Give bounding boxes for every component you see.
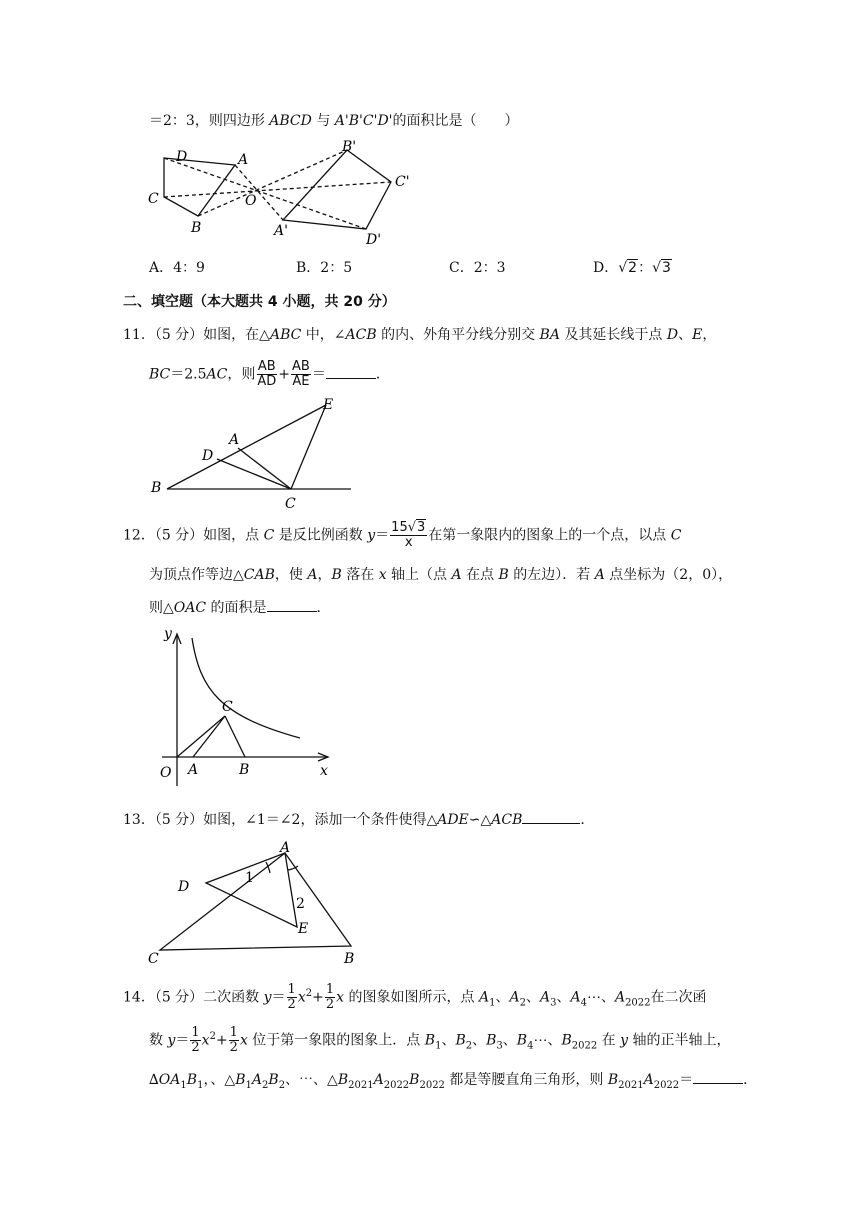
label-b: B [191, 220, 202, 236]
label-e: E [298, 921, 309, 937]
q13-line: 13．（5 分）如图，∠1＝∠2，添加一个条件使得△ADE∽△ACB ． [123, 809, 594, 831]
q14-line1: 14．（5 分）二次函数 y＝ $\frac{1}{2}$ $x^2+$ $\frac{1}{2}$ x 的图象如图所示，点 $A_1$、$A_2$、$A_3$、$A_4\cdots$、$A_{2022}$在二次函 [123, 982, 707, 1013]
label-a-prime: A' [274, 223, 288, 239]
q10-option-d[interactable]: D．√2：√3 [593, 260, 671, 276]
q10-figure [140, 138, 430, 250]
triangle-ade [206, 853, 297, 927]
label-angle-1: 1 [245, 870, 254, 886]
q10-option-a[interactable]: A．4：9 [149, 260, 205, 276]
section-title: 二、填空题（本大题共 4 小题，共 20 分） [123, 294, 396, 310]
q10-stem: ＝2：3，则四边形 ABCD 与 A'B'C'D'的面积比是（ ） [149, 113, 519, 129]
q11-line1: 11．（5 分）如图，在△ABC 中，∠ACB 的内、外角平分线分别交 BA 及其延长线于点 D、E， [123, 327, 717, 343]
q10-option-b[interactable]: B．2：5 [296, 260, 353, 276]
label-a: A [188, 762, 199, 778]
q13-answer-blank[interactable] [522, 809, 580, 824]
q14-line3: $\Delta OA_1B_1$，、$\triangle B_1A_2B_2$、⋯、$\triangle B_{2021}A_{2022}B_{2022}$ 都是等腰直角三角形，则 $B_{2021}A_{2022}=$ ． [149, 1069, 757, 1097]
label-d-prime: D' [366, 232, 382, 248]
quad-abcd [164, 158, 235, 216]
q14-line2: 数 y＝ $\frac{1}{2}$ $x^2+$ $\frac{1}{2}$ x 位于第一象限的图象上．点 $B_1$、$B_2$、$B_3$、$B_4\cdots$、$B_{2022}$ 在 y 轴的正半轴上， [149, 1025, 731, 1056]
label-e: E [323, 397, 334, 413]
label-x-axis: x [320, 763, 328, 779]
label-d: D [176, 149, 188, 165]
label-c-prime: C' [395, 174, 410, 190]
q10-option-c[interactable]: C．2：3 [449, 260, 506, 276]
triangle-acb [160, 853, 351, 950]
label-d: D [202, 448, 214, 464]
q12-line1: 12．（5 分）如图，点 C 是反比例函数 y＝ $\frac{15√3}{x}$ 在第一象限内的图象上的一个点，以点 C [123, 520, 682, 550]
q14-answer-blank[interactable] [693, 1069, 743, 1084]
label-angle-2: 2 [296, 896, 305, 912]
label-c: C [222, 699, 233, 715]
q13-figure [140, 840, 365, 968]
q12-line2: 为顶点作等边△CAB，使 A，B 落在 x 轴上（点 A 在点 B 的左边）．若 A 点坐标为（2，0）， [149, 567, 733, 583]
label-o: O [245, 193, 257, 209]
q12-figure [150, 622, 340, 792]
label-b: B [151, 480, 162, 496]
label-a: A [238, 152, 249, 168]
q11-line2: BC＝2.5AC，则 $\frac{AB}{AD}$ + $\frac{AB}{AE}$ ＝ ． [149, 359, 390, 389]
label-c: C [148, 951, 159, 967]
q12-line3: 则△OAC 的面积是 ． [149, 597, 331, 619]
quad-abcd-prime [283, 150, 391, 229]
q11-answer-blank[interactable] [326, 364, 376, 379]
label-a: A [229, 432, 240, 448]
label-a: A [280, 840, 291, 856]
label-c: C [285, 496, 296, 512]
label-c: C [148, 191, 159, 207]
q12-answer-blank[interactable] [267, 597, 317, 612]
label-d: D [178, 879, 190, 895]
q11-figure [145, 396, 360, 512]
label-b-prime: B' [342, 139, 357, 155]
label-b: B [239, 762, 250, 778]
label-y-axis: y [164, 626, 172, 642]
label-o: O [160, 765, 172, 781]
label-b: B [344, 951, 355, 967]
